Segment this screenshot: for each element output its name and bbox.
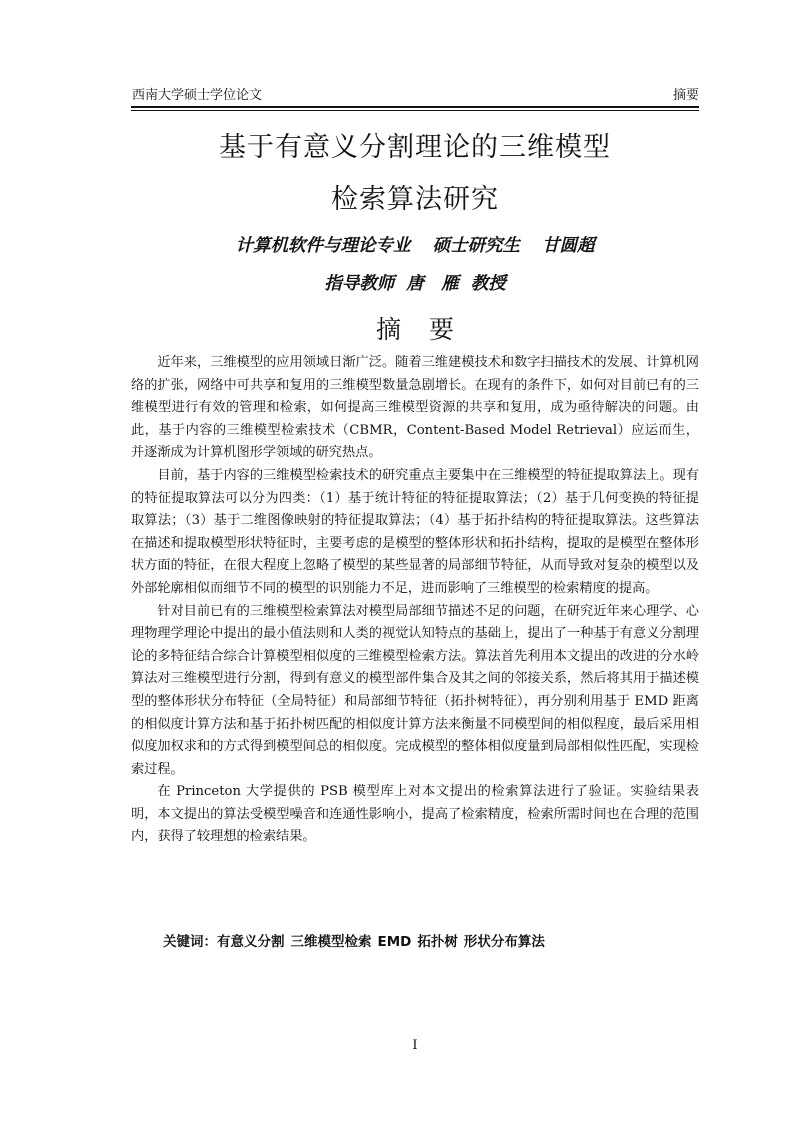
header-university-title: 西南大学硕士学位论文 <box>132 88 263 103</box>
advisor-name: 唐 雁 <box>406 274 459 294</box>
page-number: I <box>412 1038 418 1053</box>
header-rule-thin <box>131 110 699 111</box>
running-header <box>131 86 699 106</box>
keywords-label: 关键词： <box>163 934 217 950</box>
author-degree: 硕士研究生 <box>432 236 520 256</box>
header-section-name: 摘要 <box>672 88 699 103</box>
abstract-heading: 摘要 <box>375 315 482 344</box>
keywords-line <box>163 931 703 953</box>
abstract-paragraph: 针对目前已有的三维模型检索算法对模型局部细节描述不足的问题，在研究近年来心理学、心理物理学理论中提出的最小值法则和人类的视觉认知特点的基础上，提出了一种基于有意义分割理论的多特征结合综合计算模型相似度的三维模型检索方法。算法首先利用本文提出的改进的分水岭算法对三维模型进行分割，得到有意义的模型部件集合及其之间的邻接关系，然后将其用于描述模型的整体形状分布特征（全局特征）和局部细节特征（拓扑树特征），再分别利用基于 EMD 距离的相似度计算方法和基于拓扑树匹配的相似度计算方法来衡量不同模型间的相似程度，最后采用相似度加权求和的方式得到模型间总的相似度。完成模型的整体相似度量到局部相似性匹配，实现检索过程。 <box>131 603 699 777</box>
thesis-title-line-1: 基于有意义分割理论的三维模型 <box>219 132 611 163</box>
abstract-paragraph: 目前，基于内容的三维模型检索技术的研究重点主要集中在三维模型的特征提取算法上。现有的特征提取算法可以分为四类：（1）基于统计特征的特征提取算法；（2）基于几何变换的特征提取算法；（3）基于二维图像映射的特征提取算法；（4）基于拓扑结构的特征提取算法。这些算法在描述和提取模型形状特征时，主要考虑的是模型的整体形状和拓扑结构，提取的是模型在整体形状方面的特征，在很大程度上忽略了模型的某些显著的局部细节特征，从而导致对复杂的模型以及外部轮廓相似而细节不同的模型的识别能力不足，进而影响了三维模型的检索精度的提高。 <box>131 467 699 596</box>
keyword-item: 有意义分割 <box>217 934 285 950</box>
keyword-item: 三维模型检索 <box>290 934 372 950</box>
keyword-item: EMD <box>377 934 412 950</box>
author-line <box>131 232 699 260</box>
advisor-line <box>131 270 699 298</box>
keyword-item: 拓扑树 <box>417 934 458 950</box>
keyword-item: 形状分布算法 <box>463 934 545 950</box>
advisor-label: 指导教师 <box>324 274 395 294</box>
abstract-body <box>131 352 699 849</box>
header-rule-thick <box>131 106 699 108</box>
author-major: 计算机软件与理论专业 <box>235 236 411 256</box>
abstract-paragraph: 在 Princeton 大学提供的 PSB 模型库上对本文提出的检索算法进行了验证。实验结果表明，本文提出的算法受模型噪音和连通性影响小，提高了检索精度，检索所需时间也在合理的范围内，获得了较理想的检索结果。 <box>131 784 699 845</box>
abstract-paragraph: 近年来，三维模型的应用领域日渐广泛。随着三维建模技术和数字扫描技术的发展、计算机网络的扩张，网络中可共享和复用的三维模型数量急剧增长。在现有的条件下，如何对目前已有的三维模型进行有效的管理和检索，如何提高三维模型资源的共享和复用，成为亟待解决的问题。由此，基于内容的三维模型检索技术（CBMR，Content-Based Model Retrieval）应运而生，并逐渐成为计算机图形学领域的研究热点。 <box>131 355 699 461</box>
thesis-title-line-2: 检索算法研究 <box>331 184 499 215</box>
author-name: 甘圆超 <box>542 236 595 256</box>
advisor-rank: 教授 <box>470 274 506 294</box>
